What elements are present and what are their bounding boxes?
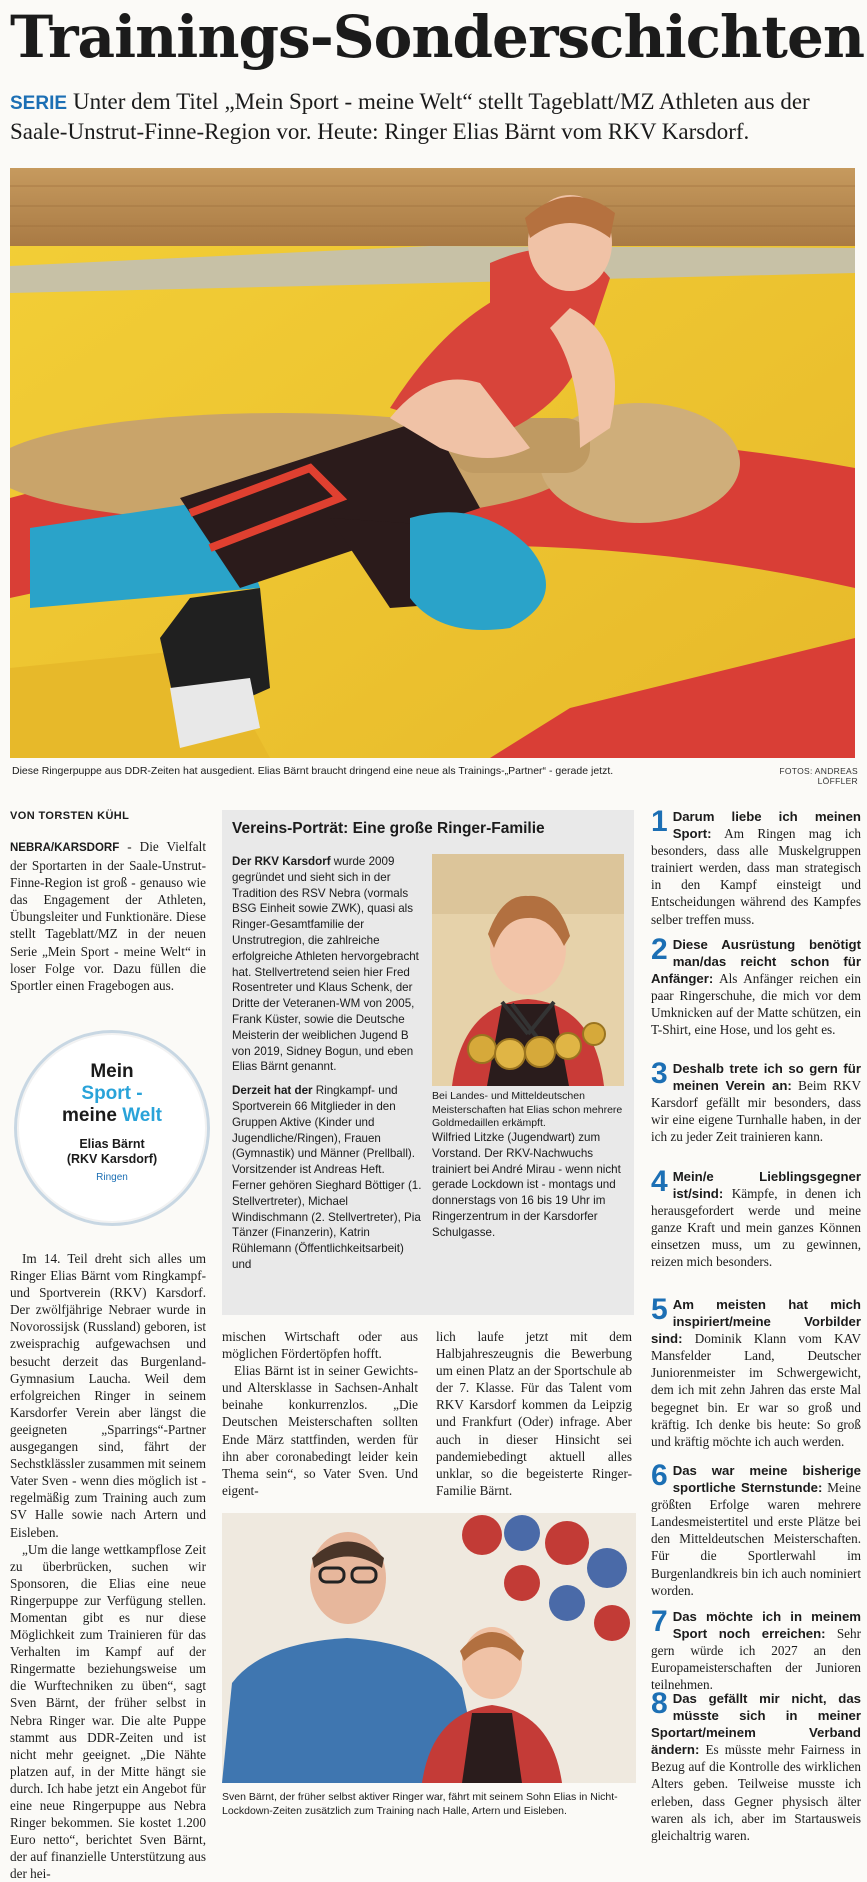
question-number: 6 xyxy=(651,1459,668,1492)
club-portrait-box xyxy=(222,810,634,1315)
question-text: Das möchte ich in meinem Sport noch erreichen: xyxy=(672,1609,861,1642)
series-logo xyxy=(14,1030,210,1226)
main-photo xyxy=(10,168,855,758)
logo-athlete-name: Elias Bärnt xyxy=(79,1137,145,1151)
question-number: 2 xyxy=(651,933,668,966)
deck xyxy=(10,88,860,146)
questionnaire-item-7 xyxy=(651,1605,861,1693)
logo-club: (RKV Karsdorf) xyxy=(66,1152,158,1166)
medals-photo xyxy=(432,854,624,1086)
answer-text: Sehr gern würde ich 2027 an den Europameisterschaften der Junioren teilnehmen. xyxy=(651,1626,861,1693)
answer-text: Kämpfe, in denen ich herausgefordert werde und meine ganze Kraft und mein ganzes Können einsetzen muss, um zu gewinnen, reizen mich besonders. xyxy=(651,1186,861,1270)
question-number: 7 xyxy=(651,1605,668,1638)
questionnaire-item-2 xyxy=(651,933,861,1039)
question-text: Das war meine bisherige sportliche Sternstunde: xyxy=(672,1463,861,1496)
question-text: Deshalb trete ich so gern für meinen Verein an: xyxy=(672,1061,861,1094)
question-text: Mein/e Lieblingsgegner ist/sind: xyxy=(672,1169,861,1202)
main-photo-caption: Diese Ringerpuppe aus DDR-Zeiten hat ausgedient. Elias Bärnt braucht dringend eine neue als Trainings-„Partner“ - gerade jetzt. xyxy=(12,765,614,777)
questionnaire-item-5 xyxy=(651,1293,861,1450)
article-paragraph: „Um die lange wettkampflose Zeit zu überbrücken, suchen wir Sponsoren, die Elias eine neue Ringerpuppe zur Verfügung stellen. Momentan gibt es nur diese Möglichkeit zum Trainieren für das Verhalten im Kampf auf der Ringermatte beziehungsweise um die Wurftechniken zu üben“, sagt Sven Bärnt, der früher selbst in Nebra Ringer war. Die alte Puppe stammt aus DDR-Zeiten und ist nicht mehr geeignet. „Die Nähte platzen auf, in der Mitte hängt sie durch. Ich habe jetzt ein Angebot für eine neue Ringerpuppe aus Nebra Ringer bekommen. Sie kostet 1.200 Euro netto“, berichtet Sven Bärnt, der auf finanzielle Unterstützung aus der hei- xyxy=(10,1541,206,1882)
answer-text: Meine größten Erfolge waren mehrere Landesmeistertitel und erste Plätze bei den Mitteldeutschen Meisterschaften. Für die Sportlerwahl im Burgenlandkreis bin ich auch nominiert worden. xyxy=(651,1480,861,1598)
questionnaire-item-1 xyxy=(651,805,861,928)
logo-line-sport: Sport - xyxy=(81,1083,143,1104)
questionnaire-item-4 xyxy=(651,1165,861,1271)
question-number: 1 xyxy=(651,805,668,838)
question-text: Das gefällt mir nicht, das müsste sich in meiner Sportart/meinem Verband ändern: xyxy=(651,1691,861,1758)
answer-text: Am Ringen mag ich besonders, dass alle Muskelgruppen trainiert werden, dass man strategisch in den Kampf einsteigt und Entscheidungen während des Kampfes selber treffen muss. xyxy=(651,826,861,927)
logo-sport: Ringen xyxy=(96,1172,128,1183)
bottom-photo xyxy=(222,1513,636,1783)
questionnaire-item-6 xyxy=(651,1459,861,1599)
logo-line-mein: Mein xyxy=(90,1061,134,1082)
questionnaire xyxy=(651,805,861,1843)
question-text: Darum liebe ich meinen Sport: xyxy=(672,809,861,842)
box-column-1 xyxy=(232,854,422,1273)
questionnaire-item-8 xyxy=(651,1687,861,1844)
bottom-photo-caption: Sven Bärnt, der früher selbst aktiver Ringer war, fährt mit seinem Sohn Elias in Nicht-Lockdown-Zeiten zusätzlich zum Training nach Halle, Artern und Eisleben. xyxy=(222,1791,618,1817)
article-intro: - Die Vielfalt der Sportarten in der Saale-Unstrut-Finne-Region ist groß - genauso wie das Engagement der Athleten, Übungsleiter und Funktionäre. Diese stellt Tageblatt/MZ in der neuen Serie „Mein Sport - meine Welt“ in loser Folge vor. Dazu füllen die Sportler einen Fragebogen aus. xyxy=(10,839,206,993)
answer-text: Als Anfänger reichen ein paar Ringerschuhe, die mich vor dem Umknicken auf der Matte schützen, ein T-Shirt, eine Hose, und los geht es. xyxy=(651,971,861,1038)
article-column-3 xyxy=(436,1328,632,1499)
medals-photo-caption: Bei Landes- und Mitteldeutschen Meisterschaften hat Elias schon mehrere Goldmedaillen erkämpft. xyxy=(432,1090,623,1129)
series-tag: SERIE xyxy=(10,93,68,114)
question-text: Diese Ausrüstung benötigt man/das reicht schon für Anfänger: xyxy=(651,937,861,987)
answer-text: Dominik Klann vom KAV Mansfelder Land, Deutscher Juniorenmeister im Schwergewicht, dem ich mit zehn Jahren das erste Mal begegnet bin. Er war so groß und kräftig. Ich denke bis heute: So groß und kräftig möchte ich auch werden. xyxy=(651,1331,861,1449)
box-paragraph: Derzeit hat der Ringkampf- und Sportverein 66 Mitglieder in den Gruppen Aktive (Kinder und Jugendliche/Ringen), Frauen (Gymnastik) und Männer (Prellball). Vorsitzender ist Andreas Heft. Ferner gehören Sieghard Böttiger (1. Stellvertreter), Michael Windischmann (2. Stellvertreter), Pia Tänzer (Finanzerin), Katrin Rühlemann (Öffentlichkeitsarbeit) und xyxy=(232,1084,422,1271)
answer-text: Beim RKV Karsdorf gefällt mir besonders, dass wir eine eigene Turnhalle haben, in der ich zu jeder Zeit trainieren kann. xyxy=(651,1078,861,1145)
article-column-1 xyxy=(10,838,206,994)
article-column-2 xyxy=(222,1328,418,1499)
box-column-2: Wilfried Litzke (Jugendwart) zum Vorstand. Der RKV-Nachwuchs trainiert bei André Mirau - wenn nicht gerade Lockdown ist - montags und donnerstags von 16 bis 19 Uhr im Ringerzentrum in der Karsdorfer Schulgasse. xyxy=(432,1131,621,1239)
article-column-1-body xyxy=(10,1250,206,1882)
deck-text: Unter dem Titel „Mein Sport - meine Welt“ stellt Tageblatt/MZ Athleten aus der Saale-Unstrut-Finne-Region vor. Heute: Ringer Elias Bärnt vom RKV Karsdorf. xyxy=(10,89,810,144)
headline: Trainings-Sonderschichten xyxy=(10,3,865,71)
question-number: 5 xyxy=(651,1293,668,1326)
answer-text: Es müsste mehr Fairness in Bezug auf die Kontrolle des wirklichen Alters geben. Teilweise musste ich erleben, dass Gegner physisch älter waren als ich, aber im Startausweis gleichaltrig waren. xyxy=(651,1742,861,1843)
question-number: 3 xyxy=(651,1057,668,1090)
dateline: NEBRA/KARSDORF xyxy=(10,842,120,854)
byline: VON TORSTEN KÜHL xyxy=(10,810,130,822)
question-number: 4 xyxy=(651,1165,668,1198)
box-title: Vereins-Porträt: Eine große Ringer-Familie xyxy=(232,820,545,837)
article-paragraph: Elias Bärnt ist in seiner Gewichts- und Altersklasse in Sachsen-Anhalt beinahe konkurrenzlos. „Die Deutschen Meisterschaften sollten Ende März stattfinden, werden für ihn aber coronabedingt leider kein Thema sein“, so Vater Sven. Und eigent- xyxy=(222,1363,418,1498)
questionnaire-item-3 xyxy=(651,1057,861,1145)
logo-line-welt: meine Welt xyxy=(62,1105,162,1126)
wrestler-dummy-photo xyxy=(10,168,855,758)
father-son-photo xyxy=(222,1513,636,1783)
article-paragraph: Im 14. Teil dreht sich alles um Ringer Elias Bärnt vom Ringkampf- und Sportverein (RKV) Karsdorf. Der zwölfjährige Nebraer wurde in Novorossijsk (Russland) geboren, ist zweisprachig aufgewachsen und besucht derzeit das Burgenland-Gymnasium Laucha. Weil dem erfolgreichen Ringer in seinem Karsdorfer Verein aber längst die geeigneten „Sparrings“-Partner ausgegangen sind, fährt der Sechstklässler zusammen mit seinem Vater Sven - wenn dies möglich ist - regelmäßig zum Training auch zum SV Halle sowie nach Artern und Eisleben. xyxy=(10,1251,206,1540)
box-paragraph: Der RKV Karsdorf wurde 2009 gegründet und sieht sich in der Tradition des RSV Nebra (vormals BSG Einheit sowie ZWK), quasi als Ringer-Gesamtfamilie der Unstrutregion, die zahlreiche erfolgreiche Athleten hervorgebracht hat. Stellvertretend seien hier Fred Rosentreter und Klaus Schenk, der Dritte der Veteranen-WM von 2005, Frank Küster, sowie die Deutsche Meisterin der weiblichen Jugend B von 2019, Sidney Bogun, und eben Elias Bärnt genannt. xyxy=(232,855,419,1074)
article-paragraph: lich laufe jetzt mit dem Halbjahreszeugnis die Bewerbung um einen Platz an der Sportschule ab der 7. Klasse. Für das Talent vom RKV Karsdorf kommen da Leipzig und Frankfurt (Oder) infrage. Aber auch in dieser Hinsicht sei pandemiebedingt aktuell alles unklar, so die begeisterte Ringer-Familie Bärnt. xyxy=(436,1329,632,1498)
question-number: 8 xyxy=(651,1687,668,1720)
question-text: Am meisten hat mich inspiriert/meine Vorbilder sind: xyxy=(651,1297,861,1347)
photo-credit: FOTOS: ANDREAS LÖFFLER xyxy=(779,766,858,786)
article-paragraph: mischen Wirtschaft oder aus möglichen Fördertöpfen hofft. xyxy=(222,1329,418,1362)
